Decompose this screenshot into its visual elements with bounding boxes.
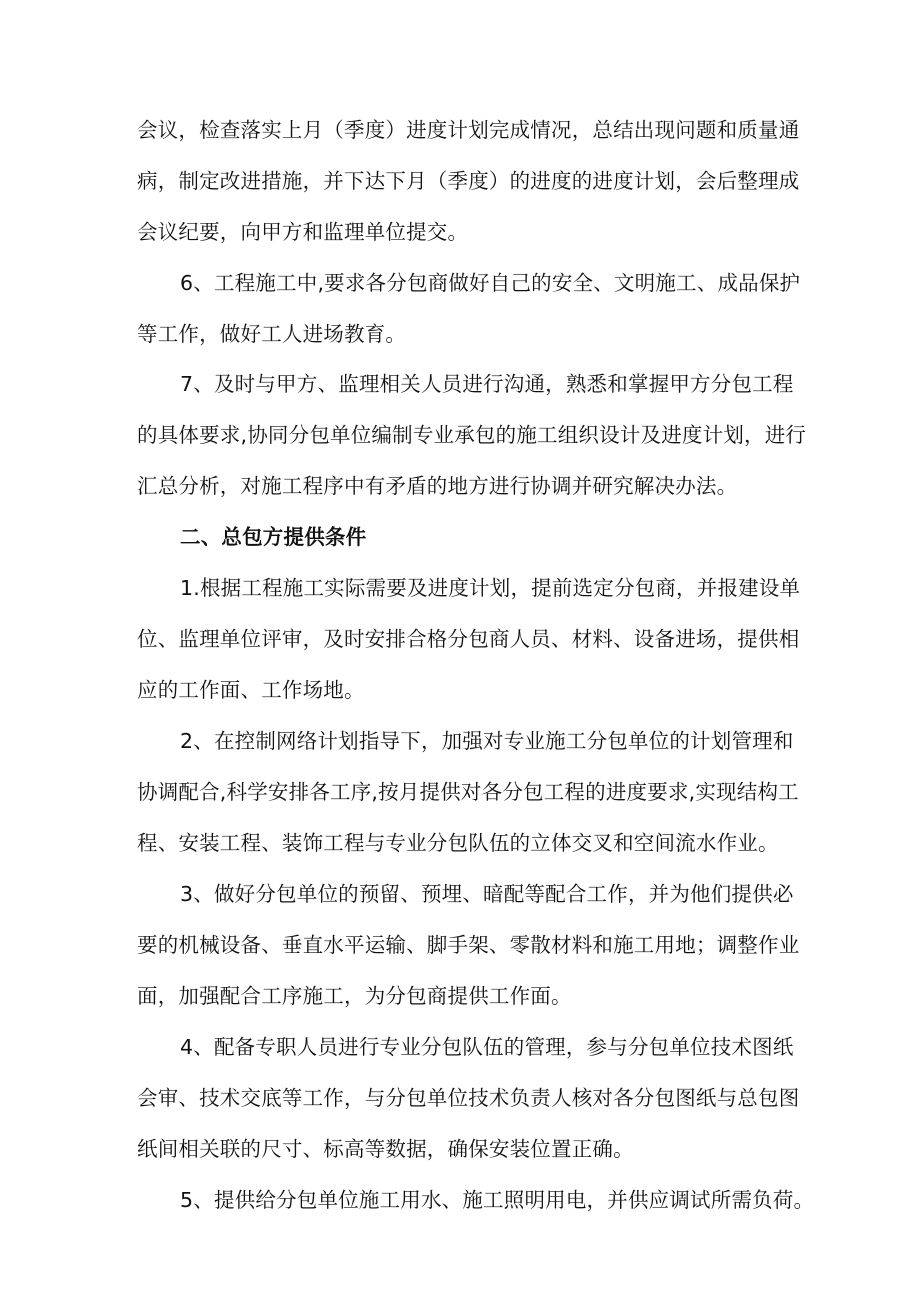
- text-line: 1.根据工程施工实际需要及进度计划，提前选定分包商，并报建设单: [180, 576, 801, 600]
- text-line: 2、在控制网络计划指导下，加强对专业施工分包单位的计划管理和: [180, 729, 794, 753]
- text-line: 纸间相关联的尺寸、标高等数据，确保安装位置正确。: [137, 1137, 634, 1161]
- text-line: 会议纪要，向甲方和监理单位提交。: [137, 220, 469, 244]
- text-line: 会议，检查落实上月（季度）进度计划完成情况，总结出现问题和质量通: [137, 118, 800, 142]
- text-line: 7、及时与甲方、监理相关人员进行沟通，熟悉和掌握甲方分包工程: [180, 372, 794, 396]
- text-line: 病，制定改进措施，并下达下月（季度）的进度的进度计划，会后整理成: [137, 169, 800, 193]
- text-line: 会审、技术交底等工作，与分包单位技术负责人核对各分包图纸与总包图: [137, 1086, 800, 1110]
- section-heading: 二、总包方提供条件: [180, 525, 367, 549]
- text-line: 汇总分析，对施工程序中有矛盾的地方进行协调并研究解决办法。: [137, 474, 738, 498]
- text-line: 协调配合,科学安排各工序,按月提供对各分包工程的进度要求,实现结构工: [137, 780, 799, 804]
- text-line: 3、做好分包单位的预留、预埋、暗配等配合工作，并为他们提供必: [180, 882, 794, 906]
- text-line: 5、提供给分包单位施工用水、施工照明用电，并供应调试所需负荷。: [180, 1188, 815, 1212]
- text-line: 等工作，做好工人进场教育。: [137, 322, 407, 346]
- text-line: 程、安装工程、装饰工程与专业分包队伍的立体交叉和空间流水作业。: [137, 831, 779, 855]
- text-line: 位、监理单位评审，及时安排合格分包商人员、材料、设备进场，提供相: [137, 627, 800, 651]
- text-line: 的具体要求,协同分包单位编制专业承包的施工组织设计及进度计划，进行: [137, 423, 807, 447]
- text-line: 面，加强配合工序施工，为分包商提供工作面。: [137, 984, 572, 1008]
- text-line: 4、配备专职人员进行专业分包队伍的管理，参与分包单位技术图纸: [180, 1035, 794, 1059]
- text-line: 应的工作面、工作场地。: [137, 678, 365, 702]
- text-line: 要的机械设备、垂直水平运输、脚手架、零散材料和施工用地；调整作业: [137, 933, 800, 957]
- text-line: 6、工程施工中,要求各分包商做好自己的安全、文明施工、成品保护: [180, 271, 801, 295]
